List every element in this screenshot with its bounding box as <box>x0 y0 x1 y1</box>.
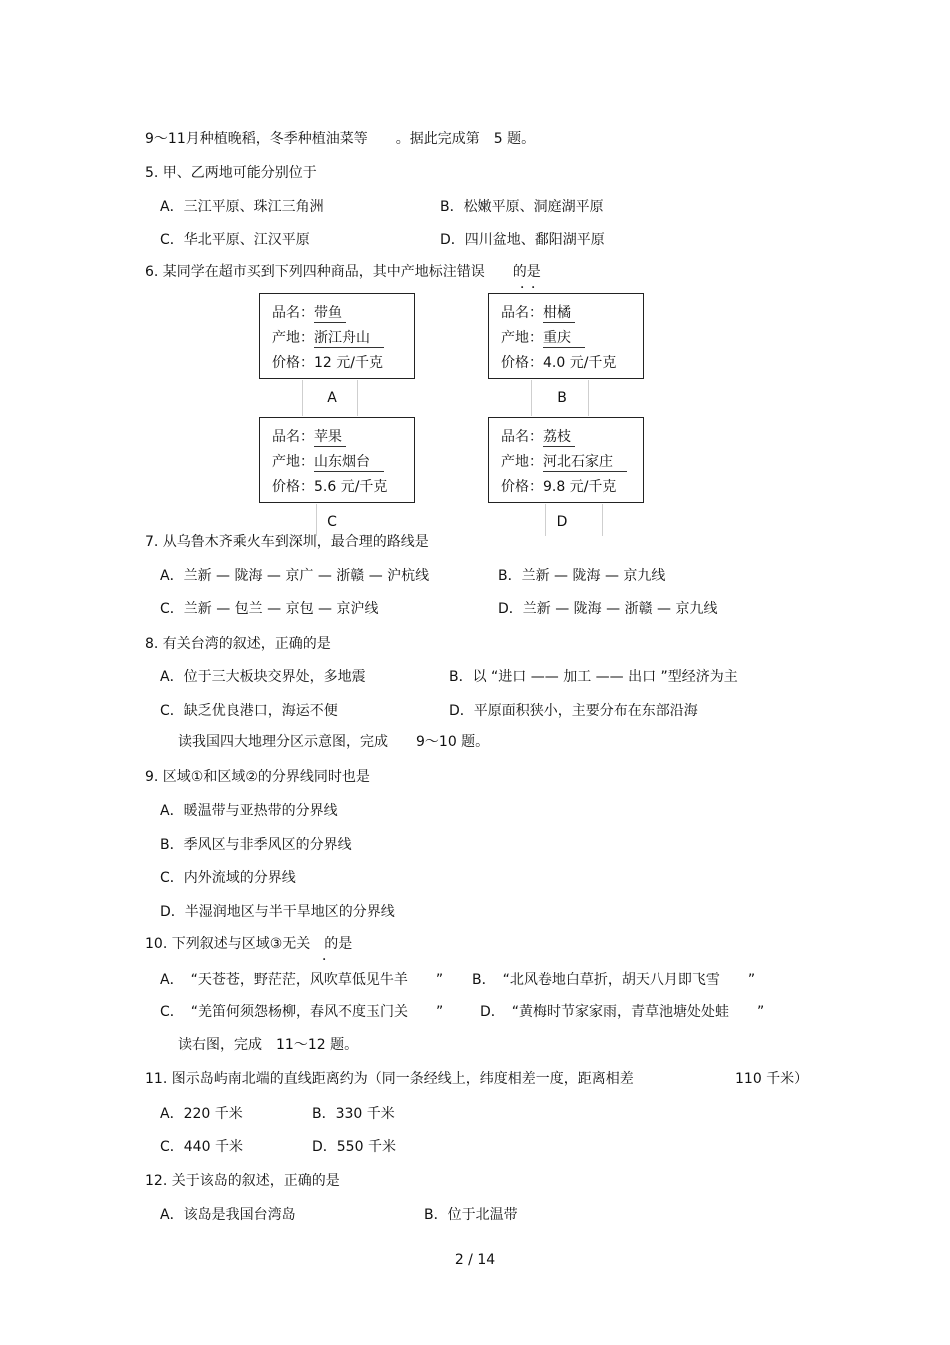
q8-option-d: D．平原面积狭小，主要分布在东部沿海 <box>449 703 698 719</box>
q10-stem: 10. 下列叙述与区域③无关 的是 <box>145 936 353 952</box>
product-price: 4.0 元/千克 <box>543 355 617 371</box>
product-price: 5.6 元/千克 <box>314 479 388 495</box>
box-label-a: A <box>327 390 337 406</box>
divider-line <box>357 380 358 416</box>
name-label: 品名： <box>501 429 543 445</box>
q7-option-a: A．兰新 — 陇海 — 京广 — 浙赣 — 沪杭线 <box>160 568 430 584</box>
divider-line <box>545 504 546 536</box>
origin-label: 产地： <box>272 454 314 470</box>
q8-option-c: C．缺乏优良港口，海运不便 <box>160 703 338 719</box>
price-label: 价格： <box>272 479 314 495</box>
product-name: 带鱼 <box>314 302 346 323</box>
q5-option-b: B．松嫩平原、洞庭湖平原 <box>440 199 604 215</box>
q7-stem: 7. 从乌鲁木齐乘火车到深圳，最合理的路线是 <box>145 534 429 550</box>
q11-stem: 11. 图示岛屿南北端的直线距离约为（同一条经线上，纬度相差一度，距离相差 <box>145 1071 634 1087</box>
q9-option-c: C．内外流域的分界线 <box>160 870 296 886</box>
divider-line <box>588 380 589 416</box>
box-label-d: D <box>556 514 568 530</box>
q12-stem: 12. 关于该岛的叙述，正确的是 <box>145 1173 340 1189</box>
q11-option-b: B．330 千米 <box>312 1106 395 1122</box>
q9-stem: 9. 区域①和区域②的分界线同时也是 <box>145 769 370 785</box>
q6-stem: 6. 某同学在超市买到下列四种商品，其中产地标注错误 的是 <box>145 264 541 280</box>
box-label-c: C <box>327 514 337 530</box>
box-label-b: B <box>557 390 567 406</box>
read-instruction-2: 读右图，完成 11～12 题。 <box>178 1037 359 1053</box>
origin-label: 产地： <box>501 330 543 346</box>
product-box-c <box>259 417 415 503</box>
product-name: 荔枝 <box>543 426 575 447</box>
price-label: 价格： <box>272 355 314 371</box>
q9-option-d: D．半湿润地区与半干旱地区的分界线 <box>160 904 395 920</box>
q11-option-d: D．550 千米 <box>312 1139 396 1155</box>
page-number: 2 / 14 <box>454 1252 496 1268</box>
product-origin: 山东烟台 <box>314 451 384 472</box>
origin-label: 产地： <box>501 454 543 470</box>
product-origin: 浙江舟山 <box>314 327 384 348</box>
product-box-a <box>259 293 415 379</box>
q7-option-d: D．兰新 — 陇海 — 浙赣 — 京九线 <box>498 601 718 617</box>
origin-label: 产地： <box>272 330 314 346</box>
q5-option-d: D．四川盆地、鄱阳湖平原 <box>440 232 605 248</box>
divider-line <box>302 380 303 416</box>
q5-stem: 5. 甲、乙两地可能分别位于 <box>145 165 317 181</box>
divider-line <box>531 380 532 416</box>
price-label: 价格： <box>501 355 543 371</box>
q10-option-d: D． “黄梅时节家家雨，青草池塘处处蛙 ” <box>480 1004 765 1020</box>
q8-stem: 8. 有关台湾的叙述，正确的是 <box>145 636 331 652</box>
q7-option-c: C．兰新 — 包兰 — 京包 — 京沪线 <box>160 601 379 617</box>
product-box-d <box>488 417 644 503</box>
q9-option-a: A．暖温带与亚热带的分界线 <box>160 803 338 819</box>
product-origin: 重庆 <box>543 327 585 348</box>
q12-option-a: A．该岛是我国台湾岛 <box>160 1207 296 1223</box>
q10-option-a: A． “天苍苍，野茫茫，风吹草低见牛羊 ” <box>160 972 444 988</box>
q12-option-b: B．位于北温带 <box>424 1207 518 1223</box>
name-label: 品名： <box>272 305 314 321</box>
product-price: 12 元/千克 <box>314 355 383 371</box>
q10-emphasis-dot: ． <box>322 948 340 964</box>
product-price: 9.8 元/千克 <box>543 479 617 495</box>
q11-option-c: C．440 千米 <box>160 1139 243 1155</box>
q5-option-c: C．华北平原、江汉平原 <box>160 232 310 248</box>
price-label: 价格： <box>501 479 543 495</box>
q8-option-b: B．以 “进口 —— 加工 —— 出口 ”型经济为主 <box>449 669 738 685</box>
q6-emphasis-dots: ．． <box>520 276 549 292</box>
q10-option-b: B． “北风卷地白草折，胡天八月即飞雪 ” <box>472 972 756 988</box>
q11-option-a: A．220 千米 <box>160 1106 243 1122</box>
q10-option-c: C． “羌笛何须怨杨柳，春风不度玉门关 ” <box>160 1004 444 1020</box>
q7-option-b: B．兰新 — 陇海 — 京九线 <box>498 568 666 584</box>
divider-line <box>602 504 603 536</box>
product-origin: 河北石家庄 <box>543 451 627 472</box>
q11-stem-tail: 110 千米） <box>735 1071 809 1087</box>
divider-line <box>316 504 317 536</box>
product-name: 苹果 <box>314 426 346 447</box>
read-instruction-1: 读我国四大地理分区示意图，完成 9～10 题。 <box>178 734 490 750</box>
product-name: 柑橘 <box>543 302 575 323</box>
name-label: 品名： <box>501 305 543 321</box>
name-label: 品名： <box>272 429 314 445</box>
q8-option-a: A．位于三大板块交界处，多地震 <box>160 669 366 685</box>
product-box-b <box>488 293 644 379</box>
q9-option-b: B．季风区与非季风区的分界线 <box>160 837 352 853</box>
intro-line: 9～11月种植晚稻，冬季种植油菜等 。据此完成第 5 题。 <box>145 131 536 147</box>
q5-option-a: A．三江平原、珠江三角洲 <box>160 199 324 215</box>
